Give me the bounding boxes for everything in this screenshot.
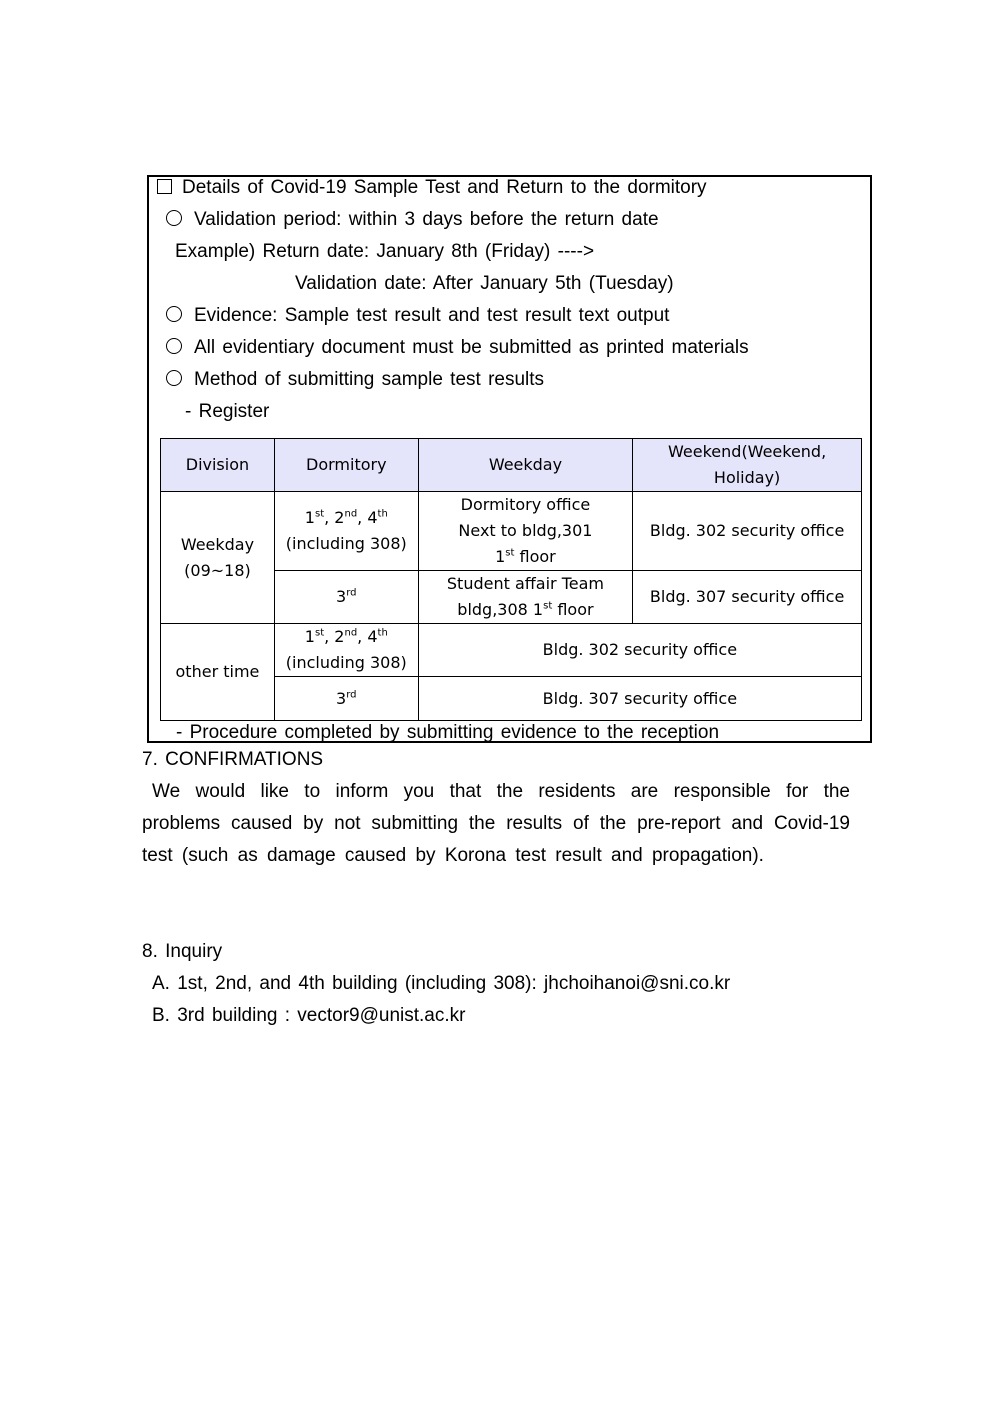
dorm-sub: (including 308) xyxy=(285,653,407,672)
table-row xyxy=(161,624,862,677)
example-line: Example) Return date: January 8th (Friday) ----> xyxy=(175,241,595,262)
circle-bullet-icon xyxy=(166,370,182,386)
t: st xyxy=(314,508,325,520)
box-title: Details of Covid-19 Sample Test and Return to the dormitory xyxy=(182,177,707,198)
register-table xyxy=(160,438,862,721)
table-header-row xyxy=(161,439,862,492)
header-weekend: Weekend(Weekend, Holiday) xyxy=(633,439,862,492)
checkbox-icon xyxy=(157,179,172,194)
t: floor xyxy=(514,547,556,566)
t: , 4 xyxy=(357,508,378,527)
dorm-cell xyxy=(274,677,418,721)
circle-bullet-icon xyxy=(166,338,182,354)
t: bldg,308 1 xyxy=(457,600,544,619)
header-division: Division xyxy=(161,439,275,492)
register-line: - Register xyxy=(185,401,270,422)
division-weekday-text: Weekday (09~18) xyxy=(180,534,255,580)
table-row xyxy=(161,492,862,571)
printed-materials: All evidentiary document must be submitted as printed materials xyxy=(194,337,749,358)
dorm-cell xyxy=(274,492,418,571)
inquiry-a: A. 1st, 2nd, and 4th building (including 308): jhchoihanoi@sni.co.kr xyxy=(152,973,731,994)
section7-body: We would like to inform you that the residents are responsible for the problems caused by not submitting the results of the pre-report and Covid-19 test (such as damage caused by Korona test result and propagation). xyxy=(142,781,850,866)
t: th xyxy=(377,508,388,520)
t: , 2 xyxy=(324,508,345,527)
t: floor xyxy=(552,600,594,619)
division-other: other time xyxy=(161,624,275,721)
t: Student affair Team xyxy=(446,574,604,593)
t: 1 xyxy=(304,627,315,646)
evidence: Evidence: Sample test result and test result text output xyxy=(194,305,670,326)
header-weekday: Weekday xyxy=(418,439,633,492)
t: nd xyxy=(344,627,358,639)
t: nd xyxy=(344,508,358,520)
t: , 2 xyxy=(324,627,345,646)
t: st xyxy=(505,547,515,559)
method: Method of submitting sample test results xyxy=(194,369,545,390)
circle-bullet-icon xyxy=(166,306,182,322)
validation-period: Validation period: within 3 days before the return date xyxy=(194,209,659,230)
t: 3 xyxy=(336,587,347,606)
validation-period-line xyxy=(166,208,659,232)
dorm-cell xyxy=(274,624,418,677)
weekday-location xyxy=(418,571,633,624)
t: st xyxy=(543,600,553,612)
t: 3 xyxy=(336,688,347,708)
weekend-location: Bldg. 307 security office xyxy=(633,571,862,624)
section7-heading: 7. CONFIRMATIONS xyxy=(142,749,324,770)
t: Dormitory office xyxy=(460,495,591,514)
header-dormitory: Dormitory xyxy=(274,439,418,492)
t: st xyxy=(314,627,325,639)
weekday-location xyxy=(418,492,633,571)
t: rd xyxy=(346,689,357,701)
dorm-sub: (including 308) xyxy=(285,534,407,553)
validation-date-line: Validation date: After January 5th (Tuesday) xyxy=(295,273,674,294)
t: 1 xyxy=(495,547,506,566)
t: , 4 xyxy=(357,627,378,646)
dorm-cell xyxy=(274,571,418,624)
procedure-line: - Procedure completed by submitting evidence to the reception xyxy=(176,722,720,743)
t: th xyxy=(377,627,388,639)
t: rd xyxy=(346,587,357,599)
section8-heading: 8. Inquiry xyxy=(142,941,223,962)
evidence-line xyxy=(166,304,669,328)
method-line xyxy=(166,368,544,392)
t: 1 xyxy=(304,508,315,527)
all-location: Bldg. 302 security office xyxy=(418,624,861,677)
printed-materials-line xyxy=(166,336,749,360)
circle-bullet-icon xyxy=(166,210,182,226)
inquiry-b: B. 3rd building : vector9@unist.ac.kr xyxy=(152,1005,466,1026)
all-location: Bldg. 307 security office xyxy=(418,677,861,721)
box-title-line xyxy=(157,176,707,200)
weekend-location: Bldg. 302 security office xyxy=(633,492,862,571)
division-weekday xyxy=(161,492,275,624)
t: Next to bldg,301 xyxy=(458,521,593,540)
